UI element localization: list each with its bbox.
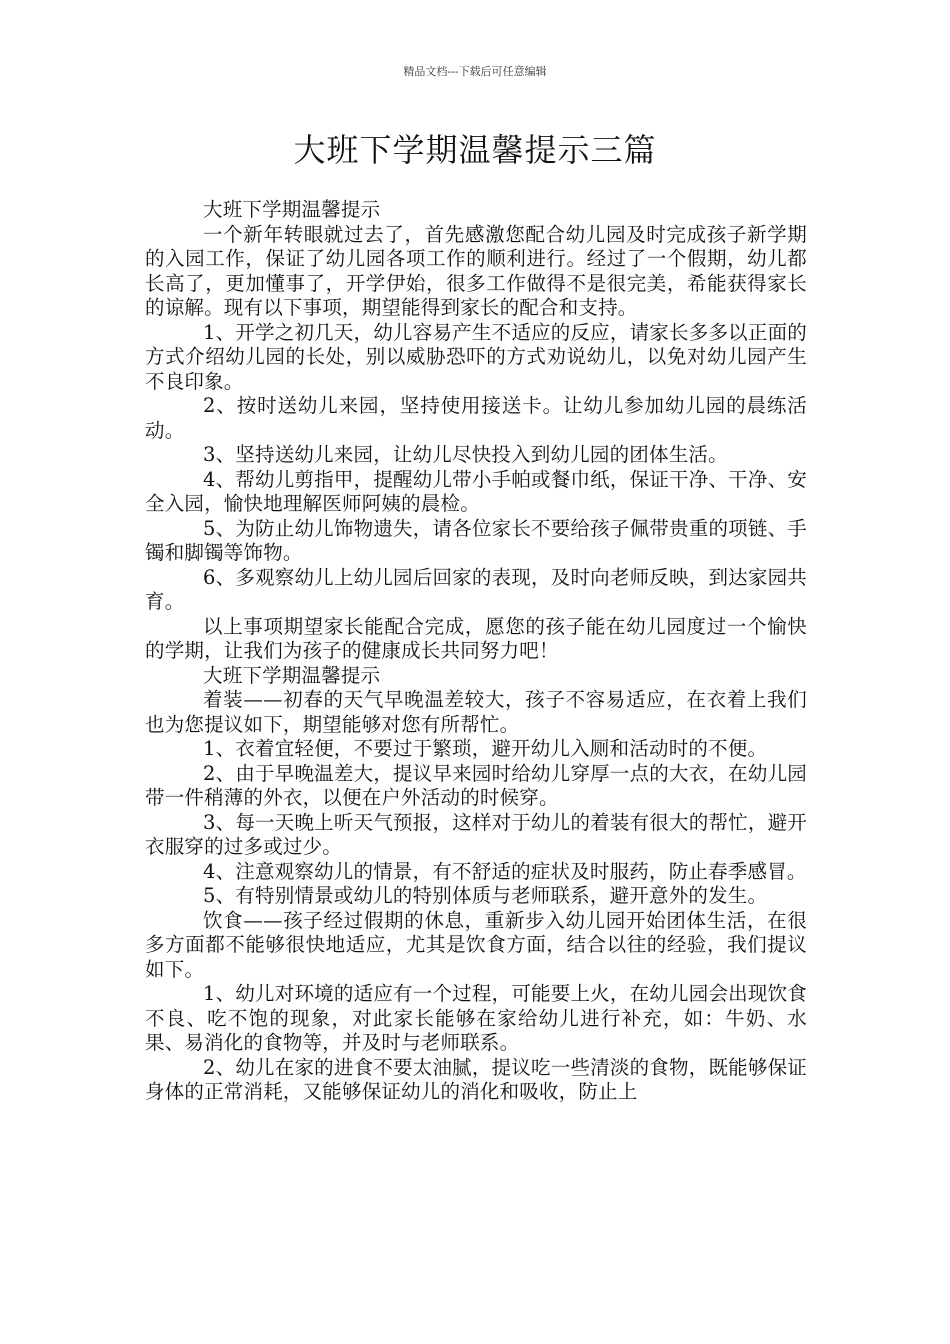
list-item: 4、注意观察幼儿的情景，有不舒适的症状及时服药，防止春季感冒。 xyxy=(203,859,807,883)
list-item: 2、按时送幼儿来园，坚持使用接送卡。让幼儿参加幼儿园的晨练活动。 xyxy=(145,394,807,442)
list-item: 3、坚持送幼儿来园，让幼儿尽快投入到幼儿园的团体生活。 xyxy=(203,443,728,466)
header-note: 精品文档---下载后可任意编辑 xyxy=(403,65,547,78)
intro-paragraph: 一个新年转眼就过去了，首先感激您配合幼儿园及时完成孩子新学期的入园工作，保证了幼儿园各项工作的顺利进行。经过了一个假期，幼儿都长高了，更加懂事了，开学伊始，很多工作做得不是很完美，希能获得家长的谅解。现有以下事项，期望能得到家长的配合和支持。 xyxy=(145,222,807,319)
list-item: 5、为防止幼儿饰物遗失，请各位家长不要给孩子佩带贵重的项链、手镯和脚镯等饰物。 xyxy=(145,516,807,564)
list-item: 2、由于早晚温差大，提议早来园时给幼儿穿厚一点的大衣，在幼儿园带一件稍薄的外衣，以便在户外活动的时候穿。 xyxy=(145,761,807,809)
list-item: 1、衣着宜轻便，不要过于繁琐，避开幼儿入厕和活动时的不便。 xyxy=(203,737,768,760)
diet-intro-paragraph: 饮食——孩子经过假期的休息，重新步入幼儿园开始团体生活，在很多方面都不能够很快地适应，尤其是饮食方面，结合以往的经验，我们提议如下。 xyxy=(145,908,807,981)
list-item: 1、幼儿对环境的适应有一个过程，可能要上火，在幼儿园会出现饮食不良、吃不饱的现象，对此家长能够在家给幼儿进行补充，如：牛奶、水果、易消化的食物等，并及时与老师联系。 xyxy=(145,982,807,1054)
section-heading-2: 大班下学期温馨提示 xyxy=(203,663,381,687)
list-item: 3、每一天晚上听天气预报，这样对于幼儿的着装有很大的帮忙，避开衣服穿的过多或过少。 xyxy=(145,810,807,858)
closing-paragraph: 以上事项期望家长能配合完成，愿您的孩子能在幼儿园度过一个愉快的学期，让我们为孩子的健康成长共同努力吧！ xyxy=(145,614,807,662)
list-item: 1、开学之初几天，幼儿容易产生不适应的反应，请家长多多以正面的方式介绍幼儿园的长处，别以威胁恐吓的方式劝说幼儿，以免对幼儿园产生不良印象。 xyxy=(145,320,807,393)
list-item: 6、多观察幼儿上幼儿园后回家的表现，及时向老师反映，到达家园共育。 xyxy=(145,565,807,613)
list-item: 4、帮幼儿剪指甲，提醒幼儿带小手帕或餐巾纸，保证干净、干净、安全入园，愉快地理解医师阿姨的晨检。 xyxy=(145,467,807,515)
document-body xyxy=(145,198,807,1105)
list-item: 2、幼儿在家的进食不要太油腻，提议吃一些清淡的食物，既能够保证身体的正常消耗，又能够保证幼儿的消化和吸收，防止上 xyxy=(145,1055,807,1103)
list-item: 5、有特别情景或幼儿的特别体质与老师联系，避开意外的发生。 xyxy=(203,884,768,907)
document-title: 大班下学期温馨提示三篇 xyxy=(293,131,657,169)
section-heading-1: 大班下学期温馨提示 xyxy=(203,198,381,221)
clothing-intro-paragraph: 着装——初春的天气早晚温差较大，孩子不容易适应，在衣着上我们也为您提议如下，期望能够对您有所帮忙。 xyxy=(145,688,807,736)
